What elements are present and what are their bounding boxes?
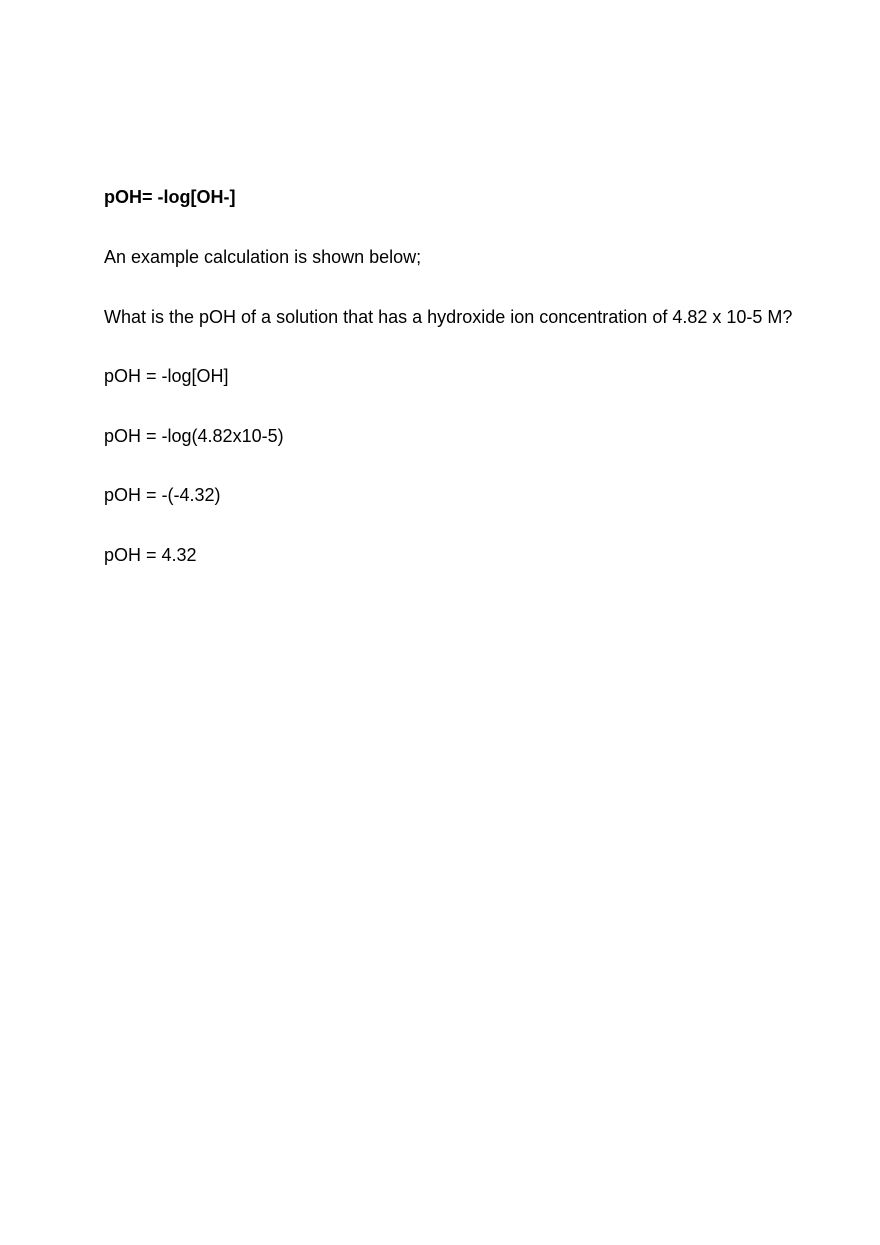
question-text: What is the pOH of a solution that has a hydroxide ion concentration of 4.82 x 10-5 M? <box>104 307 793 327</box>
calculation-step: pOH = -(-4.32) <box>104 485 221 505</box>
intro-text: An example calculation is shown below; <box>104 247 422 267</box>
calculation-step: pOH = -log(4.82x10-5) <box>104 426 284 446</box>
calculation-step: pOH = -log[OH] <box>104 366 229 386</box>
formula-heading: pOH= -log[OH-] <box>104 187 236 207</box>
calculation-result: pOH = 4.32 <box>104 545 197 565</box>
